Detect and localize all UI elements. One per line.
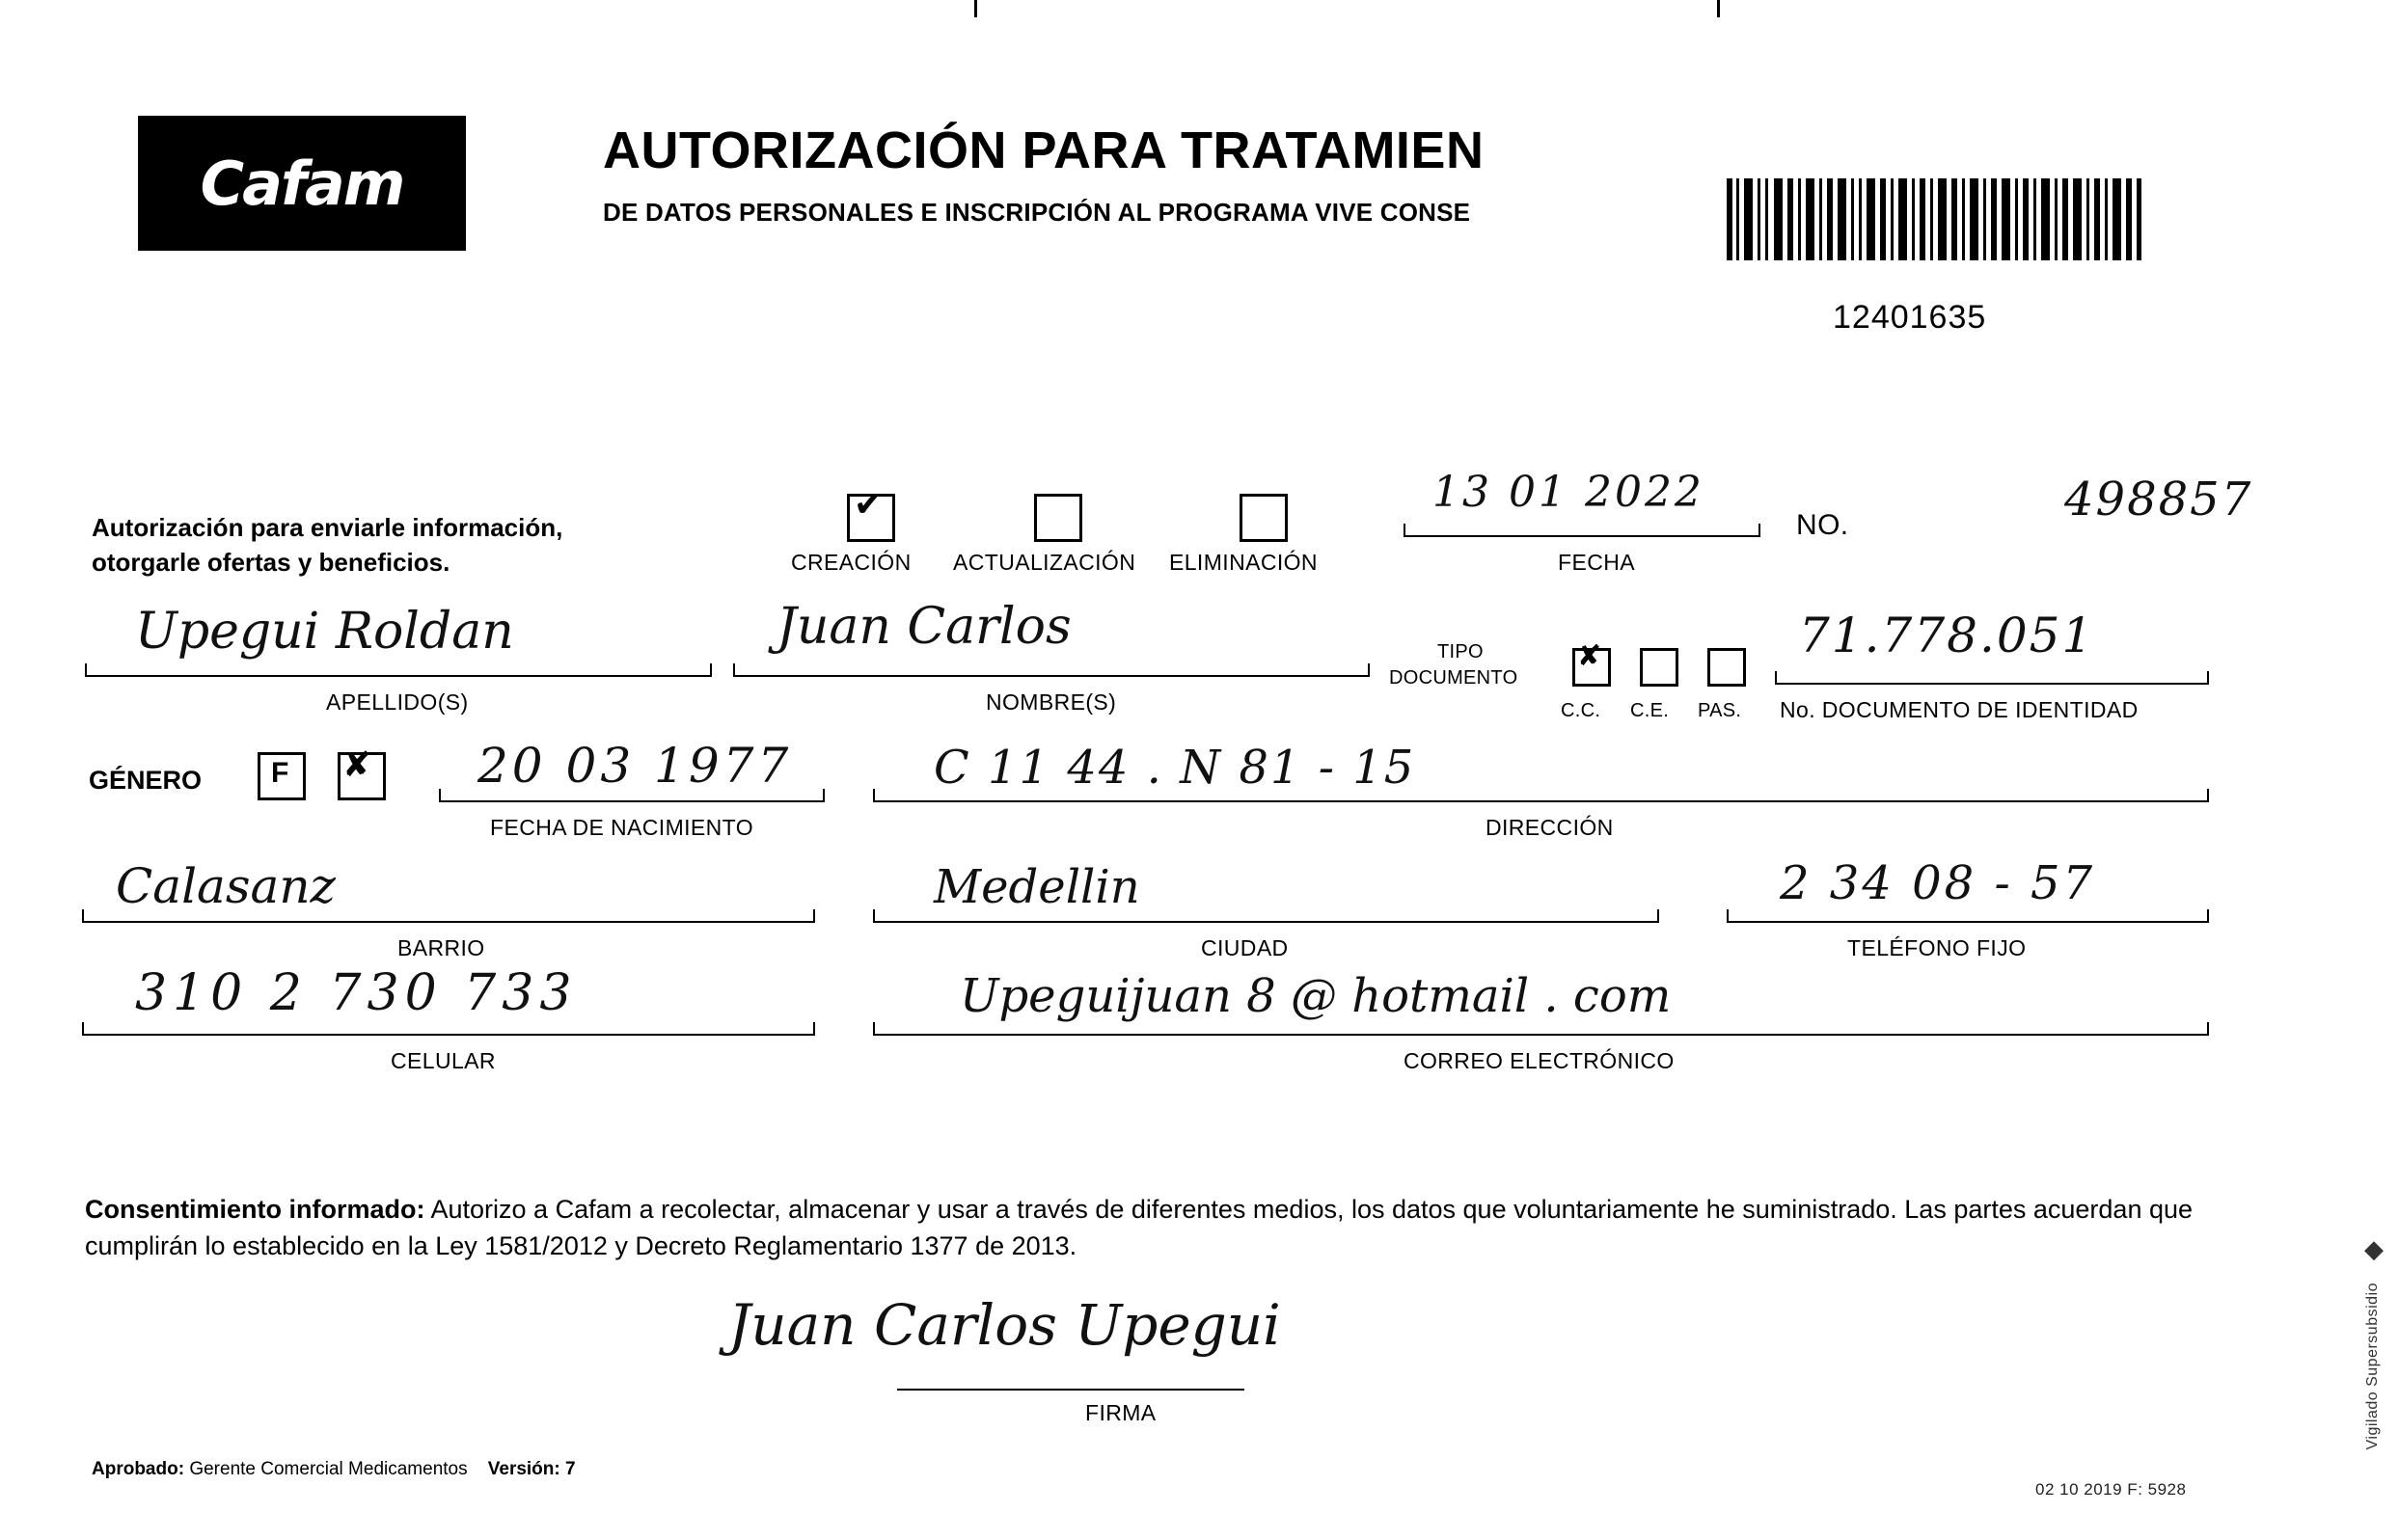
check-mark-icon: ✔ <box>854 485 884 525</box>
rule-tick <box>873 789 875 802</box>
ciudad-rule <box>873 921 1659 923</box>
registration-tick <box>1717 0 1720 17</box>
consent-text: Autorizo a Cafam a recolectar, almacenar y usar a través de diferentes medios, los datos que voluntariamente he suministrado. Las partes acuerdan que cumplirán lo establecido en la Ley 1581/2012 y Decreto Reglamentario 1377 de 2013. <box>85 1195 2194 1260</box>
rule-tick <box>1368 663 1370 677</box>
celular-label: CELULAR <box>391 1048 496 1073</box>
fecha-nacimiento-label: FECHA DE NACIMIENTO <box>490 815 753 840</box>
label-eliminacion: ELIMINACIÓN <box>1169 550 1318 575</box>
consent-paragraph <box>85 1191 2304 1264</box>
direccion-value: C 11 44 . N 81 - 15 <box>934 741 1416 795</box>
page-subtitle: DE DATOS PERSONALES E INSCRIPCIÓN AL PROGRAMA VIVE CONSE <box>603 198 1471 227</box>
fecha-rule <box>1404 535 1760 537</box>
ciudad-label: CIUDAD <box>1201 935 1289 960</box>
rule-tick <box>2207 789 2209 802</box>
check-mark-icon: ✘ <box>1577 639 1602 673</box>
label-cc: C.C. <box>1561 700 1601 721</box>
correo-value: Upeguijuan 8 @ hotmail . com <box>960 969 1672 1023</box>
barcode <box>1727 178 2141 260</box>
rule-tick <box>710 663 712 677</box>
check-mark-icon: ✘ <box>342 745 372 785</box>
checkbox-actualizacion[interactable] <box>1034 494 1082 542</box>
celular-rule <box>82 1034 815 1036</box>
rule-tick <box>1727 909 1729 923</box>
rule-tick <box>813 909 815 923</box>
no-label: NO. <box>1796 509 1849 541</box>
label-ce: C.E. <box>1630 700 1670 721</box>
checkbox-cc[interactable] <box>1572 639 1611 687</box>
approved-value: Gerente Comercial Medicamentos <box>189 1459 468 1479</box>
checkbox-eliminacion[interactable] <box>1240 494 1288 542</box>
footer-side-text: Vigilado Supersubsidio <box>2364 1283 2381 1450</box>
footer-approval <box>92 1459 576 1480</box>
ciudad-value: Medellin <box>934 860 1140 914</box>
firma-value: Juan Carlos Upegui <box>728 1292 1281 1358</box>
label-pas: PAS. <box>1698 700 1742 721</box>
rule-tick <box>439 789 441 802</box>
checkbox-pas[interactable] <box>1707 648 1746 687</box>
approved-label: Aprobado: <box>92 1459 185 1479</box>
rule-tick <box>82 1022 84 1036</box>
rule-tick <box>1758 524 1760 537</box>
rule-tick <box>1775 671 1777 685</box>
authorization-note-line2: otorgarle ofertas y beneficios. <box>92 548 450 577</box>
barrio-value: Calasanz <box>116 858 336 914</box>
nombre-value: Juan Carlos <box>777 598 1072 656</box>
correo-rule <box>873 1034 2209 1036</box>
genero-label: GÉNERO <box>89 766 203 795</box>
celular-value: 310 2 730 733 <box>135 964 578 1022</box>
firma-label: FIRMA <box>1085 1400 1157 1425</box>
rule-tick <box>1404 524 1405 537</box>
documento-label: No. DOCUMENTO DE IDENTIDAD <box>1780 697 2139 722</box>
telefono-fijo-rule <box>1727 921 2209 923</box>
tipo-documento-label-line2: DOCUMENTO <box>1389 667 1518 689</box>
rule-tick <box>2207 1022 2209 1036</box>
page-title: AUTORIZACIÓN PARA TRATAMIEN <box>603 122 1485 179</box>
apellido-rule <box>85 675 712 677</box>
telefono-fijo-label: TELÉFONO FIJO <box>1847 935 2027 960</box>
firma-rule <box>897 1389 1244 1391</box>
fecha-label: FECHA <box>1558 550 1635 575</box>
checkbox-creacion[interactable] <box>847 485 895 542</box>
rule-tick <box>733 663 735 677</box>
superintendency-seal-icon: ◆ <box>2364 1234 2384 1263</box>
rule-tick <box>82 909 84 923</box>
checkbox-genero-f[interactable] <box>258 752 306 800</box>
rule-tick <box>2207 909 2209 923</box>
barrio-label: BARRIO <box>397 935 485 960</box>
version-value: 7 <box>565 1459 576 1479</box>
checkbox-genero-m[interactable] <box>338 745 386 800</box>
rule-tick <box>813 1022 815 1036</box>
rule-tick <box>823 789 825 802</box>
label-actualizacion: ACTUALIZACIÓN <box>953 550 1136 575</box>
version-label: Versión: <box>487 1459 560 1479</box>
footer-print-code: 02 10 2019 F: 5928 <box>2035 1480 2187 1499</box>
fecha-value: 13 01 2022 <box>1432 468 1704 517</box>
documento-value: 71.778.051 <box>1799 608 2095 663</box>
nombre-label: NOMBRE(S) <box>986 689 1117 715</box>
fecha-nacimiento-value: 20 03 1977 <box>477 738 793 794</box>
direccion-rule <box>873 800 2209 802</box>
direccion-label: DIRECCIÓN <box>1486 815 1614 840</box>
rule-tick <box>1657 909 1659 923</box>
no-value: 498857 <box>2064 473 2253 527</box>
barrio-rule <box>82 921 815 923</box>
nombre-rule <box>733 675 1370 677</box>
apellido-label: APELLIDO(S) <box>326 689 469 715</box>
rule-tick <box>873 1022 875 1036</box>
cafam-logo <box>138 116 466 251</box>
fecha-nacimiento-rule <box>439 800 825 802</box>
genero-f-label: F <box>271 757 289 789</box>
rule-tick <box>85 663 87 677</box>
checkbox-ce[interactable] <box>1640 648 1678 687</box>
rule-tick <box>873 909 875 923</box>
authorization-note-line1: Autorización para enviarle información, <box>92 513 563 542</box>
correo-label: CORREO ELECTRÓNICO <box>1404 1048 1675 1073</box>
barcode-number: 12401635 <box>1833 299 1987 336</box>
documento-rule <box>1775 683 2209 685</box>
consent-title: Consentimiento informado: <box>85 1195 425 1224</box>
registration-tick <box>974 0 977 17</box>
apellido-value: Upegui Roldan <box>135 603 514 661</box>
rule-tick <box>2207 671 2209 685</box>
cafam-logo-text: Cafam <box>200 148 404 219</box>
tipo-documento-label-line1: TIPO <box>1437 641 1484 662</box>
label-creacion: CREACIÓN <box>791 550 912 575</box>
telefono-fijo-value: 2 34 08 - 57 <box>1780 856 2096 910</box>
